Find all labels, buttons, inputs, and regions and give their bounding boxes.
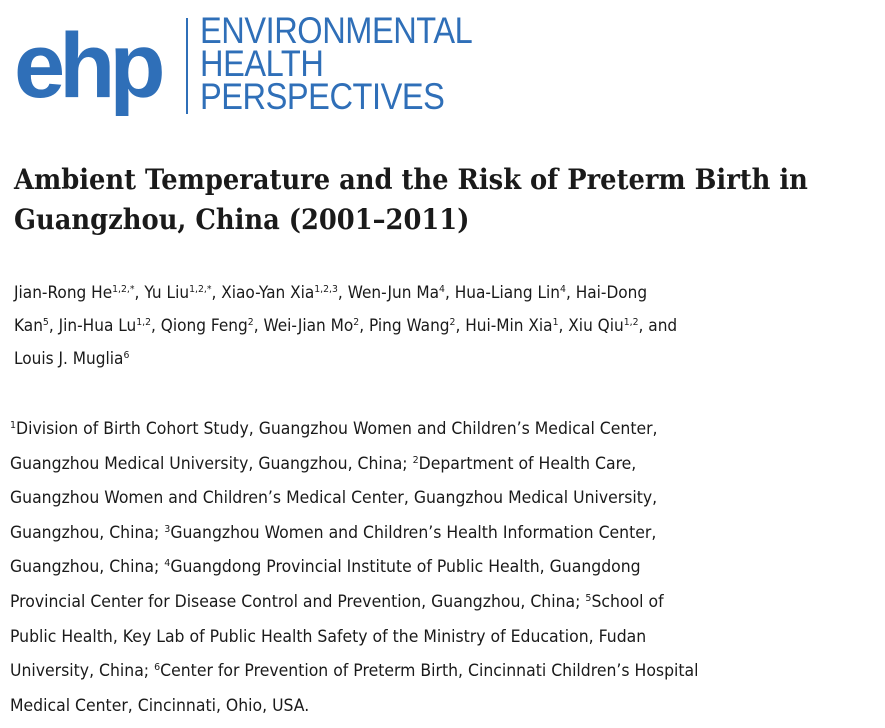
- logo-line-1: ENVIRONMENTAL: [200, 10, 473, 51]
- author-separator: ,: [455, 316, 466, 335]
- author-separator: ,: [337, 283, 348, 302]
- author-separator: ,: [253, 316, 264, 335]
- author-separator: ,: [359, 316, 369, 335]
- affiliation-line-2: Guangzhou Medical University, Guangzhou, China; $^2$Department of Health Care,: [10, 453, 637, 473]
- affiliation-list: [10, 412, 846, 723]
- affiliation-line-6: Provincial Center for Disease Control and Prevention, Guangzhou, China; $^5$School of: [10, 591, 664, 611]
- author-separator: ,: [558, 316, 569, 335]
- author-name: Wen-Jun Ma: [347, 283, 440, 302]
- affiliation-number: 3: [164, 523, 171, 535]
- author-name: Hua-Liang Lin: [454, 283, 561, 302]
- logo-mark: ehp: [14, 15, 160, 117]
- author-name: Louis J. Muglia: [14, 349, 124, 368]
- affiliation-line-8: University, China; $^6$Center for Prevention of Preterm Birth, Cincinnati Children’s Hospital: [10, 661, 699, 681]
- author-affiliation-sup: 1,2: [136, 317, 152, 328]
- author-affiliation-sup: 1,2,3: [314, 284, 338, 295]
- affiliation-number: 5: [585, 592, 592, 604]
- affiliation-line-5: Guangzhou, China; $^4$Guangdong Provincial Institute of Public Health, Guangdong: [10, 557, 641, 577]
- affiliation-number: 6: [154, 662, 161, 674]
- author-separator: ,: [565, 283, 576, 302]
- author-affiliation-sup: 1,2,*: [189, 284, 212, 295]
- author-name: Wei-Jian Mo: [263, 316, 354, 335]
- affiliation-line-7: Public Health, Key Lab of Public Health Safety of the Ministry of Education, Fudan: [10, 626, 647, 646]
- author-affiliation-sup: 6: [123, 350, 130, 361]
- title-line-2: Guangzhou, China (2001–2011): [14, 203, 470, 236]
- author-separator: ,: [48, 316, 59, 335]
- author-separator: ,: [151, 316, 161, 335]
- journal-logo: [14, 10, 484, 117]
- author-affiliation-sup: 5: [42, 317, 49, 328]
- affiliation-number: 2: [412, 454, 419, 466]
- author-separator: ,: [444, 283, 455, 302]
- logo-wordmark: [200, 10, 473, 117]
- author-name: Yu Liu: [144, 283, 190, 302]
- author-list: [14, 276, 823, 375]
- author-affiliation-sup: 2: [353, 317, 360, 328]
- author-affiliation-sup: 2: [247, 317, 254, 328]
- author-separator: ,: [134, 283, 145, 302]
- affiliation-number: 1: [10, 420, 17, 431]
- author-line-3: [14, 342, 823, 375]
- author-affiliation-sup: 2: [449, 317, 456, 328]
- logo-divider: [186, 18, 188, 114]
- affiliation-line-4: Guangzhou, China; $^3$Guangzhou Women and Children’s Health Information Center,: [10, 522, 657, 542]
- author-name: Jian-Rong He: [14, 283, 113, 302]
- author-name-part: Hai-Dong: [575, 283, 648, 302]
- logo-line-2: HEALTH: [200, 43, 324, 84]
- author-line-1: [14, 276, 823, 309]
- author-name: Xiu Qiu: [568, 316, 624, 335]
- author-affiliation-sup: 4: [560, 284, 566, 295]
- author-separator: , and: [638, 316, 678, 335]
- logo-line-3: PERSPECTIVES: [200, 76, 445, 117]
- author-name: Qiong Feng: [160, 316, 248, 335]
- author-affiliation-sup: 4: [439, 284, 445, 295]
- author-name-part: Kan: [14, 316, 43, 335]
- author-name: Hui-Min Xia: [465, 316, 553, 335]
- author-name: Jin-Hua Lu: [58, 316, 137, 335]
- affiliation-line-1: $^1$Division of Birth Cohort Study, Guangzhou Women and Children’s Medical Center,: [10, 419, 658, 438]
- author-name: Ping Wang: [368, 316, 450, 335]
- author-affiliation-sup: 1: [552, 317, 559, 328]
- affiliation-line-3: Guangzhou Women and Children’s Medical Center, Guangzhou Medical University,: [10, 488, 658, 508]
- author-affiliation-sup: 1,2: [623, 317, 639, 328]
- author-affiliation-sup: 1,2,*: [112, 284, 135, 295]
- title-line-1: Ambient Temperature and the Risk of Preterm Birth in: [14, 163, 808, 196]
- affiliation-number: 4: [164, 558, 171, 570]
- affiliation-line-9: Medical Center, Cincinnati, Ohio, USA.: [10, 695, 310, 715]
- author-name: Xiao-Yan Xia: [221, 283, 315, 302]
- author-separator: ,: [211, 283, 222, 302]
- paper-title: [14, 160, 813, 240]
- author-line-2: [14, 309, 823, 342]
